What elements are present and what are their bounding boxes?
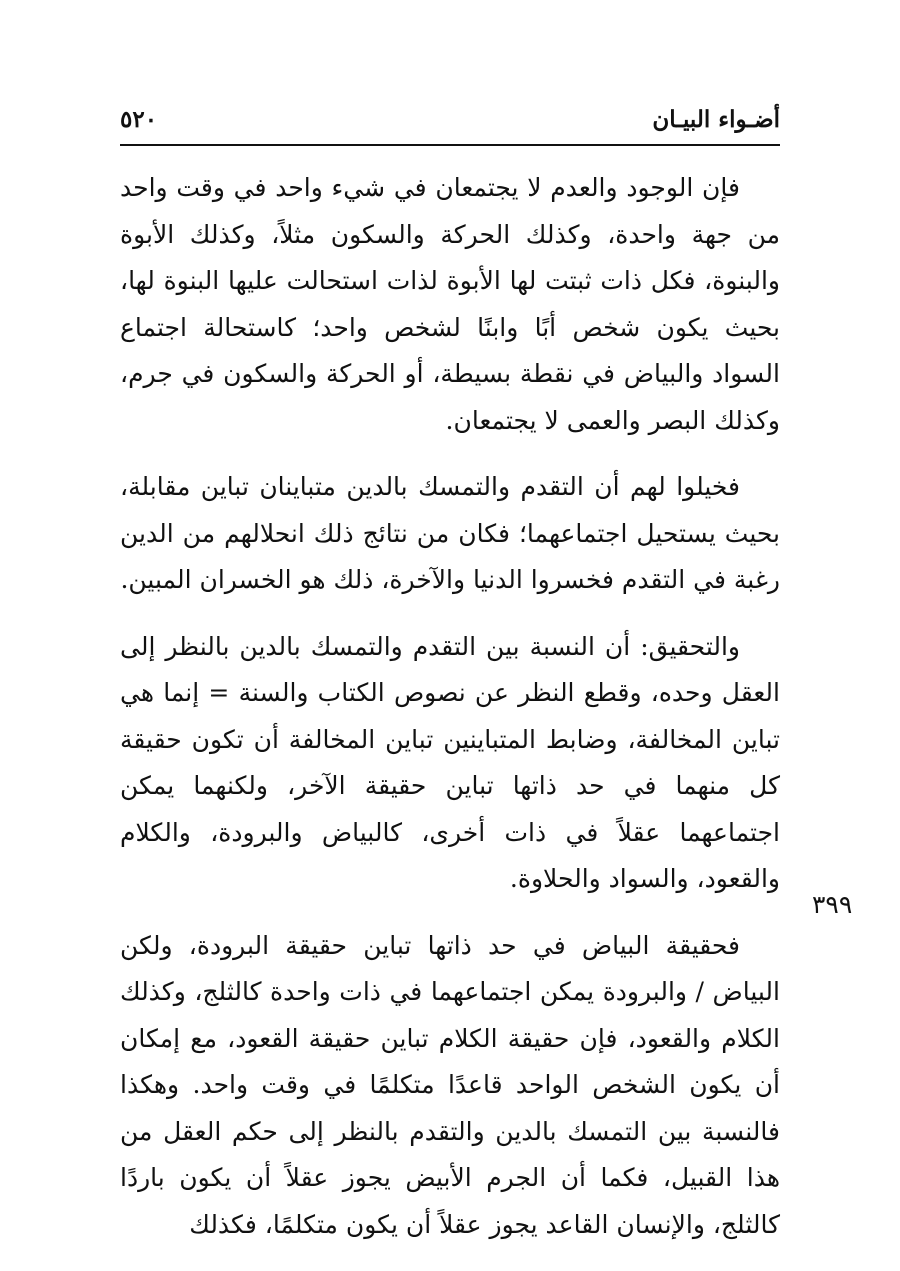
original-page-number: ٣٩٩	[812, 890, 853, 919]
body-text	[120, 165, 780, 1268]
page-header	[120, 100, 780, 146]
paragraph: فحقيقة البياض في حد ذاتها تباين حقيقة البرودة، ولكن البياض / والبرودة يمكن اجتماعهما في ذات واحدة كالثلج، وكذلك الكلام والقعود، فإن حقيقة الكلام تباين حقيقة القعود، مع إمكان أن يكون الشخص الواحد قاعدًا متكلمًا في وقت واحد. وهكذا فالنسبة بين التمسك بالدين والتقدم بالنظر إلى حكم العقل من هذا القبيل، فكما أن الجرم الأبيض يجوز عقلاً أن يكون باردًا كالثلج، والإنسان القاعد يجوز عقلاً أن يكون متكلمًا، فكذلك	[120, 930, 780, 1239]
running-title: أضـواء البيـان	[652, 106, 780, 133]
paragraph: فإن الوجود والعدم لا يجتمعان في شيء واحد في وقت واحد من جهة واحدة، وكذلك الحركة والسكون مثلاً، وكذلك الأبوة والبنوة، فكل ذات ثبتت لها الأبوة لذات استحالت عليها البنوة لها، بحيث يكون شخص أبًا وابنًا لشخص واحد؛ كاستحالة اجتماع السواد والبياض في نقطة بسيطة، أو الحركة والسكون في جرم، وكذلك البصر والعمى لا يجتمعان.	[120, 173, 780, 435]
paragraph: والتحقيق: أن النسبة بين التقدم والتمسك بالدين بالنظر إلى العقل وحده، وقطع النظر عن نصوص الكتاب والسنة = إنما هي تباين المخالفة، وضابط المتباينين تباين المخالفة أن تكون حقيقة كل منهما في حد ذاتها تباين حقيقة الآخر، ولكنهما يمكن اجتماعهما عقلاً في ذات أخرى، كالبياض والبرودة، والكلام والقعود، والسواد والحلاوة.	[120, 631, 780, 893]
page-number: ٥٢٠	[120, 106, 158, 133]
paragraph: فخيلوا لهم أن التقدم والتمسك بالدين متباينان تباين مقابلة، بحيث يستحيل اجتماعهما؛ فكان من نتائج ذلك انحلالهم من الدين رغبة في التقدم فخسروا الدنيا والآخرة، ذلك هو الخسران المبين.	[120, 472, 780, 594]
